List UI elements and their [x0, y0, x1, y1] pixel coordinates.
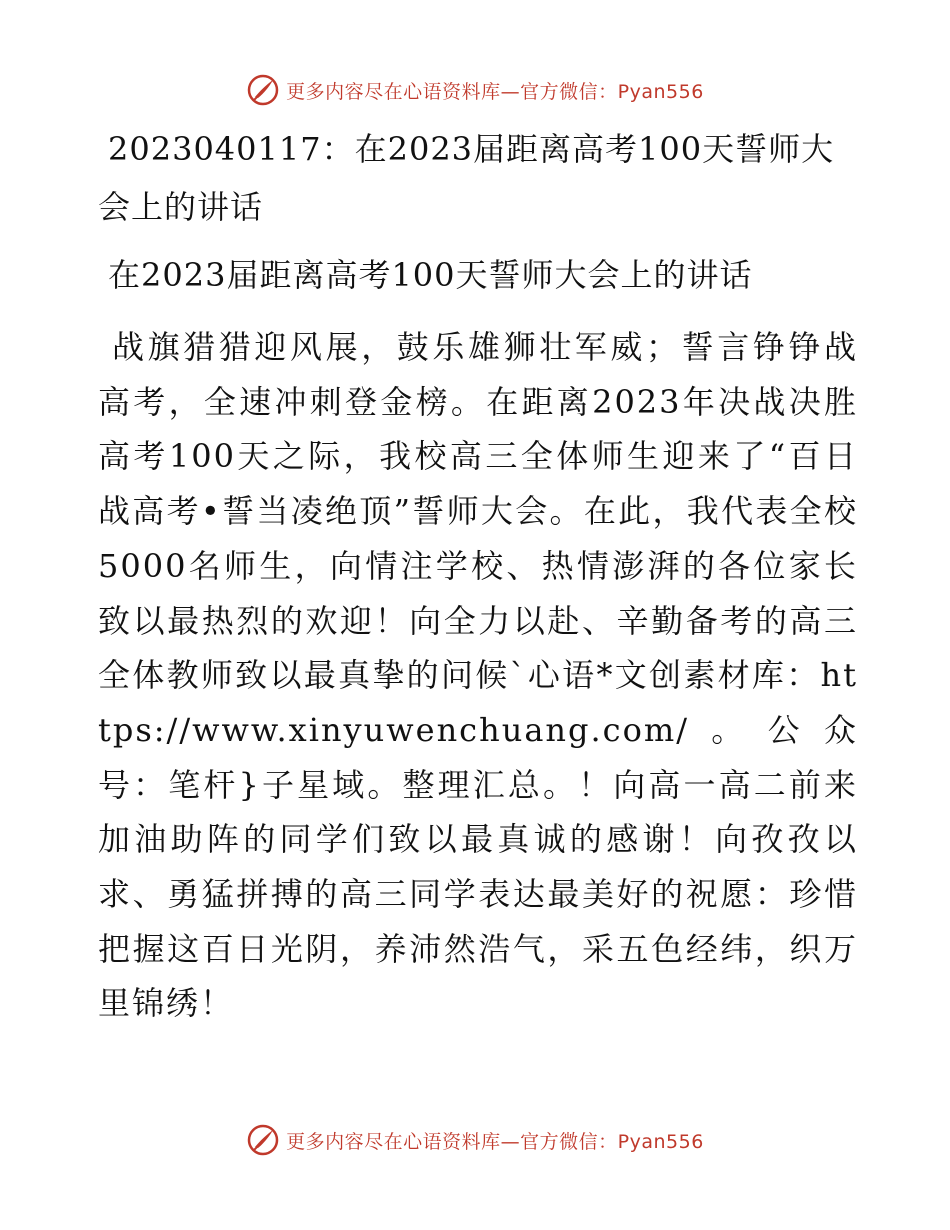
footer-watermark-text: 更多内容尽在心语资料库—官方微信：Pyan556 [286, 1130, 704, 1153]
document-subtitle: 在2023届距离高考100天誓师大会上的讲话 [108, 256, 753, 294]
quill-logo-icon [246, 1123, 280, 1157]
document-title: 2023040117：在2023届距离高考100天誓师大会上的讲话 [98, 130, 835, 226]
header-watermark-text: 更多内容尽在心语资料库—官方微信：Pyan556 [286, 80, 704, 103]
quill-logo-icon [246, 73, 280, 107]
speech-paragraph: 战旗猎猎迎风展，鼓乐雄狮壮军威；誓言铮铮战高考，全速冲刺登金榜。在距离2023年决战决胜高考100天之际，我校高三全体师生迎来了“百日战高考•誓当凌绝顶”誓师大会。在此，我代表全校5000名师生，向情注学校、热情澎湃的各位家长致以最热烈的欢迎！向全力以赴、辛勤备考的高三全体教师致以最真挚的问候`心语*文创素材库：https://www.xinyuwenchuang.com/。公众号：笔杆}子星域。整理汇总。！向高一高二前来加油助阵的同学们致以最真诚的感谢！向孜孜以求、勇猛拼搏的高三同学表达最美好的祝愿：珍惜把握这百日光阴，养沛然浩气，采五色经纬，织万里锦绣！ [98, 328, 858, 1023]
header-watermark-banner [0, 70, 950, 110]
footer-watermark-banner [0, 1120, 950, 1160]
document-body [98, 120, 858, 1031]
